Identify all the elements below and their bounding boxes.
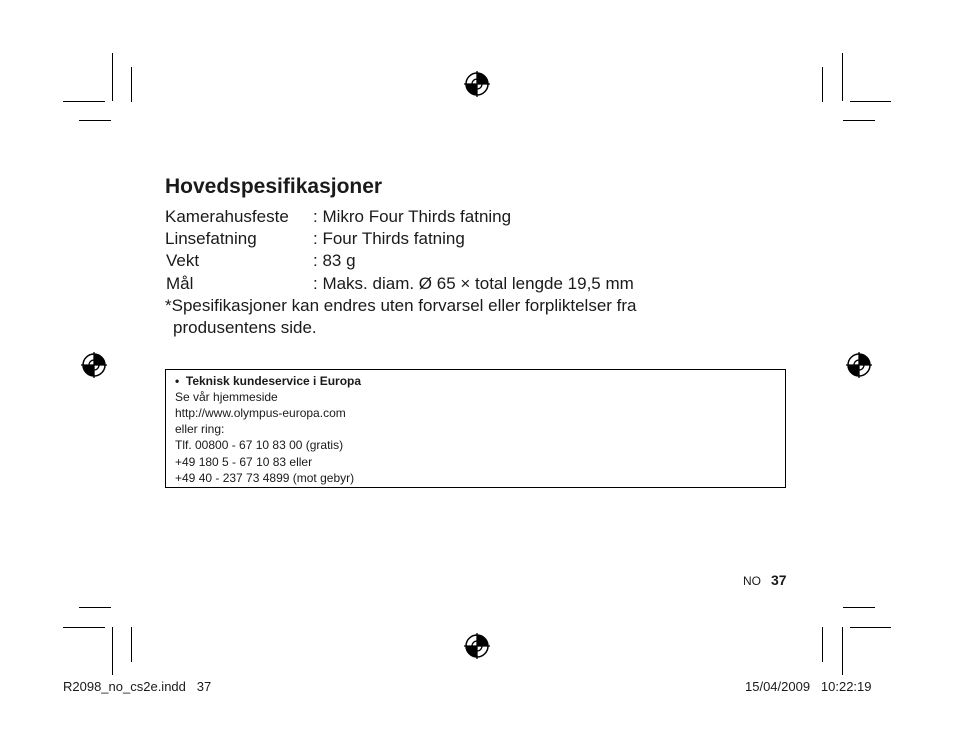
- crop-mark: [79, 607, 111, 608]
- spec-label: Vekt: [166, 251, 200, 270]
- page-title: Hovedspesifikasjoner: [165, 175, 383, 198]
- crop-mark: [842, 53, 843, 101]
- spec-note: produsentens side.: [173, 318, 317, 337]
- spec-value: : Four Thirds fatning: [313, 229, 465, 248]
- crop-mark: [79, 120, 111, 121]
- service-title-text: Teknisk kundeservice i Europa: [185, 374, 362, 388]
- crop-mark: [850, 627, 891, 628]
- service-link[interactable]: http://www.olympus-europa.com: [175, 406, 346, 420]
- page-language: NO: [743, 574, 761, 588]
- crop-mark: [822, 627, 823, 662]
- crop-mark: [131, 67, 132, 102]
- spec-label: Mål: [166, 274, 194, 293]
- crop-mark: [843, 120, 875, 121]
- spec-note: *Spesifikasjoner kan endres uten forvarsel eller forpliktelser fra: [165, 296, 637, 315]
- registration-mark-icon: [81, 352, 107, 378]
- crop-mark: [822, 67, 823, 102]
- service-line: Se vår hjemmeside: [175, 390, 278, 404]
- service-line: +49 40 - 237 73 4899 (mot gebyr): [175, 471, 355, 485]
- crop-mark: [850, 101, 891, 102]
- spec-value: : Mikro Four Thirds fatning: [313, 207, 512, 226]
- spec-value: : 83 g: [313, 251, 356, 270]
- registration-mark-icon: [464, 633, 490, 659]
- spec-label: Kamerahusfeste: [165, 207, 289, 226]
- crop-mark: [843, 607, 875, 608]
- spec-value: : Maks. diam. Ø 65 × total lengde 19,5 mm: [313, 274, 634, 293]
- crop-mark: [112, 53, 113, 101]
- bullet-icon: •: [175, 374, 186, 388]
- crop-mark: [112, 627, 113, 675]
- page-number: 37: [771, 572, 787, 588]
- spec-label: Linsefatning: [165, 229, 257, 248]
- footer-filename: R2098_no_cs2e.indd 37: [63, 679, 212, 694]
- crop-mark: [131, 627, 132, 662]
- registration-mark-icon: [464, 71, 490, 97]
- service-line: eller ring:: [175, 422, 225, 436]
- crop-mark: [63, 627, 105, 628]
- footer-datetime: 15/04/2009 10:22:19: [745, 679, 872, 694]
- service-box-title: [175, 374, 361, 388]
- crop-mark: [63, 101, 105, 102]
- registration-mark-icon: [846, 352, 872, 378]
- service-info-box: [165, 369, 786, 488]
- service-line: Tlf. 00800 - 67 10 83 00 (gratis): [175, 438, 344, 452]
- service-line: +49 180 5 - 67 10 83 eller: [175, 455, 313, 469]
- crop-mark: [842, 627, 843, 675]
